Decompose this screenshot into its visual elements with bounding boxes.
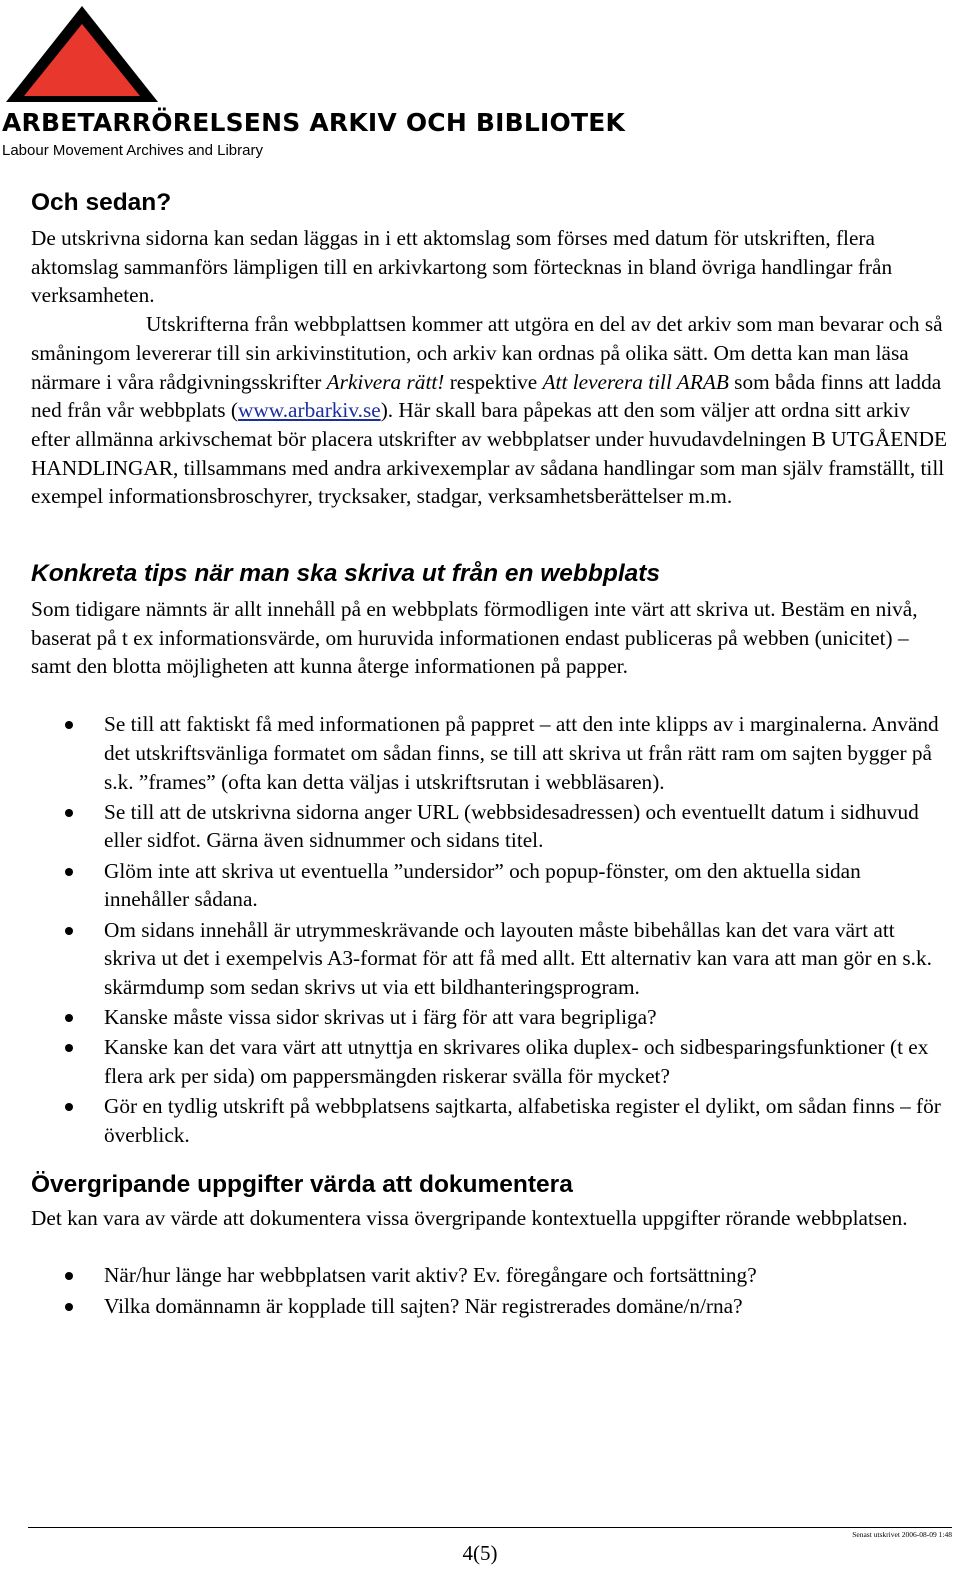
arab-logo-icon	[2, 2, 162, 106]
list-item: Kanske måste vissa sidor skrivas ut i färg för att vara begripliga?	[31, 1003, 951, 1032]
org-name: ARBETARRÖRELSENS ARKIV OCH BIBLIOTEK	[2, 108, 626, 137]
bullet-icon	[65, 1272, 73, 1280]
list-item: Glöm inte att skriva ut eventuella ”undersidor” och popup-fönster, om den aktuella sidan innehåller sådana.	[31, 857, 951, 914]
org-subtitle: Labour Movement Archives and Library	[2, 142, 263, 159]
list-item: Se till att de utskrivna sidorna anger URL (webbsidesadressen) och eventuellt datum i sidhuvud eller sidfot. Gärna även sidnummer och sidans titel.	[31, 798, 951, 855]
bullet-icon	[65, 1044, 73, 1052]
bullet-icon	[65, 1103, 73, 1111]
bullet-icon	[65, 1303, 73, 1311]
bullet-icon	[65, 927, 73, 935]
paragraph: Som tidigare nämnts är allt innehåll på en webbplats förmodligen inte värt att skriva ut. Bestäm en nivå, baserat på t ex informationsvärde, om huruvida informationen endast publiceras på webben (unicitet) – samt den blotta möjligheten att kunna återge informationen på papper.	[31, 597, 918, 679]
section-title-overgripande: Övergripande uppgifter värda att dokumentera	[31, 1170, 573, 1198]
document-body	[31, 186, 951, 1322]
page-number: 4(5)	[462, 1541, 498, 1565]
list-item: Kanske kan det vara värt att utnyttja en skrivares olika duplex- och sidbesparingsfunktioner (t ex flera ark per sida) om pappersmängden riskerar svälla för mycket?	[31, 1033, 951, 1090]
italic-title: Att leverera till ARAB	[542, 369, 729, 394]
bullet-icon	[65, 868, 73, 876]
print-timestamp: Senast utskrivet 2006-08-09 1:48	[852, 1530, 952, 1539]
paragraph: De utskrivna sidorna kan sedan läggas in i ett aktomslag som förses med datum för utskriften, flera aktomslag sammanförs lämpligen till en arkivkartong som förtecknas in bland övriga handlingar från verksamheten.	[31, 226, 893, 308]
documentation-list	[31, 1261, 951, 1320]
section-title-konkreta-tips: Konkreta tips när man ska skriva ut från en webbplats	[31, 560, 661, 588]
paragraph: Utskrifterna från webbplattsen kommer att utgöra en del av det arkiv som man bevarar och så småningom levererar till sin arkivinstitution, och arkiv kan ordnas på olika sätt. Om detta kan man läsa närmare i våra rådgivningsskrifter Arkivera rätt! respektive Att leverera till ARAB som båda finns att ladda ned från vår webbplats (www.arbarkiv.se). Här skall bara påpekas att den som väljer att ordna sitt arkiv efter allmänna arkivschemat bör placera utskrifter av webbplatser under huvudavdelningen B UTGÅENDE HANDLINGAR, tillsammans med andra arkivexemplar av sådana handlingar som man själv framställt, till exempel informationsbroschyrer, trycksaker, stadgar, verksamhetsberättelser m.m.	[31, 312, 948, 509]
paragraph: Det kan vara av värde att dokumentera vissa övergripande kontextuella uppgifter rörande webbplatsen.	[31, 1205, 908, 1230]
list-item: Se till att faktiskt få med informationen på pappret – att den inte klipps av i marginalerna. Använd det utskriftsvänliga formatet om sådan finns, se till att skriva ut från rätt ram om sajten bygger på s.k. ”frames” (ofta kan detta väljas i utskriftsrutan i webbläsaren).	[31, 710, 951, 796]
list-item: Om sidans innehåll är utrymmeskrävande och layouten måste bibehållas kan det vara värt att skriva ut det i exempelvis A3-format för att få med allt. Ett alternativ kan vara att man gör en s.k. skärmdump som sedan skrivs ut via ett bildhanteringsprogram.	[31, 916, 951, 1002]
italic-title: Arkivera rätt!	[326, 369, 445, 394]
list-item: Vilka domännamn är kopplade till sajten? När registrerades domäne/n/rna?	[31, 1292, 951, 1321]
list-item: När/hur länge har webbplatsen varit aktiv? Ev. föregångare och fortsättning?	[31, 1261, 951, 1290]
section-title-och-sedan: Och sedan?	[31, 189, 172, 216]
website-link[interactable]: www.arbarkiv.se	[237, 398, 381, 423]
bullet-icon	[65, 1014, 73, 1022]
list-item: Gör en tydlig utskrift på webbplatsens sajtkarta, alfabetiska register el dylikt, om sådan finns – för överblick.	[31, 1092, 951, 1149]
bullet-icon	[65, 721, 73, 729]
tips-list	[31, 710, 951, 1150]
bullet-icon	[65, 809, 73, 817]
footer-divider	[28, 1527, 952, 1528]
